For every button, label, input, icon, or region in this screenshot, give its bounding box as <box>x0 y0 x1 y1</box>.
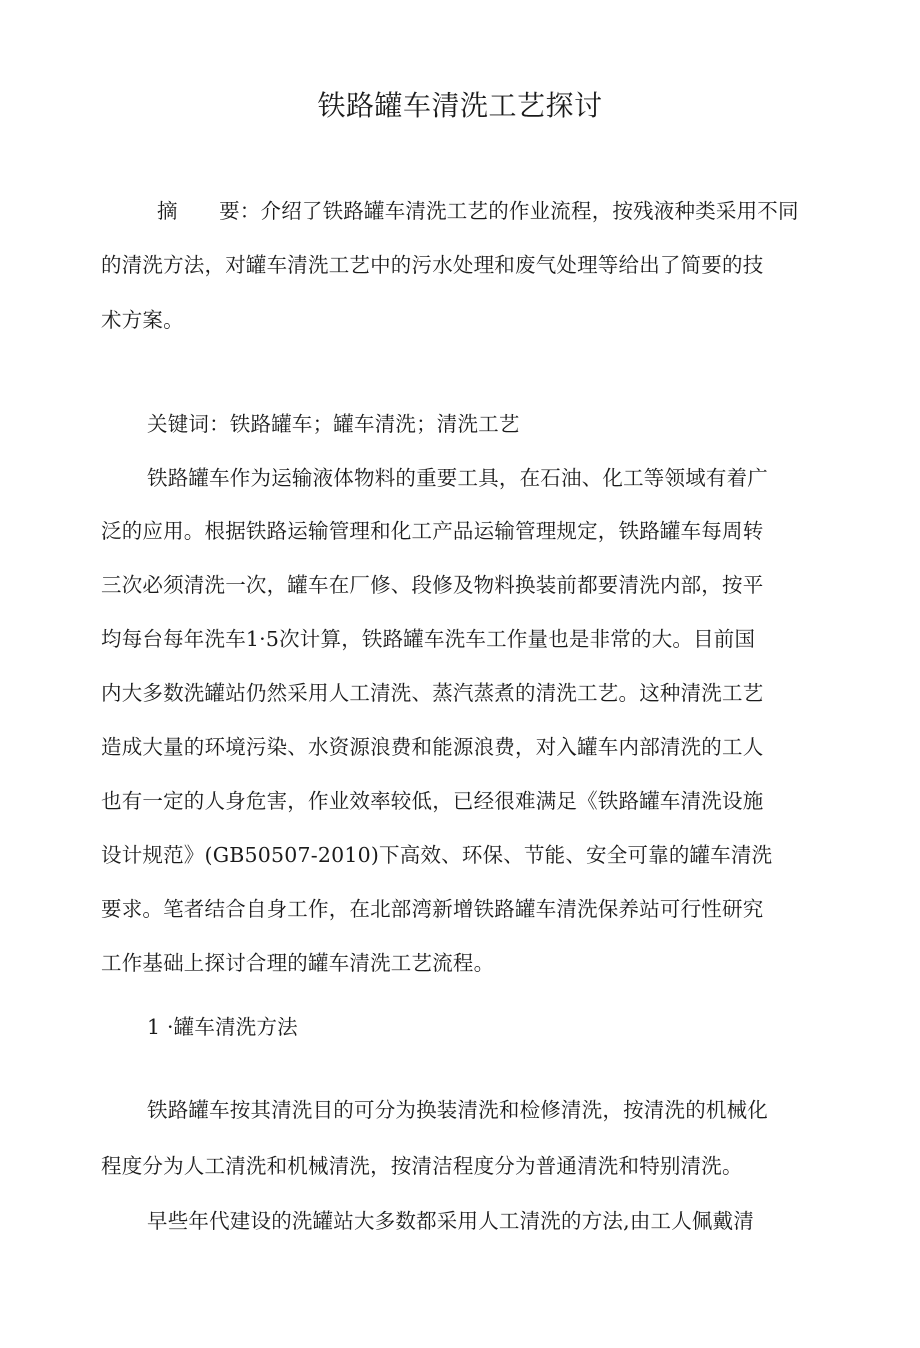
paragraph-line: 早些年代建设的洗罐站大多数都采用人工清洗的方法,由工人佩戴清 <box>147 1209 755 1233</box>
abstract-line: 摘 要：介绍了铁路罐车清洗工艺的作业流程，按残液种类采用不同 <box>157 199 799 223</box>
keywords: 关键词：铁路罐车；罐车清洗；清洗工艺 <box>147 412 520 436</box>
paragraph-line: 内大多数洗罐站仍然采用人工清洗、蒸汽蒸煮的清洗工艺。这种清洗工艺 <box>101 681 764 705</box>
paragraph-line: 工作基础上探讨合理的罐车清洗工艺流程。 <box>101 951 495 975</box>
abstract-line: 的清洗方法，对罐车清洗工艺中的污水处理和废气处理等给出了简要的技 <box>101 253 764 277</box>
paragraph-line: 设计规范》(GB50507-2010)下高效、环保、节能、安全可靠的罐车清洗 <box>101 843 773 867</box>
paragraph-line: 泛的应用。根据铁路运输管理和化工产品运输管理规定，铁路罐车每周转 <box>101 519 764 543</box>
paragraph-line: 造成大量的环境污染、水资源浪费和能源浪费，对入罐车内部清洗的工人 <box>101 735 764 759</box>
section-heading: 1 ·罐车清洗方法 <box>147 1015 298 1039</box>
paragraph-line: 要求。笔者结合自身工作，在北部湾新增铁路罐车清洗保养站可行性研究 <box>101 897 764 921</box>
paragraph-line: 铁路罐车作为运输液体物料的重要工具，在石油、化工等领域有着广 <box>147 466 768 490</box>
paragraph-line: 三次必须清洗一次，罐车在厂修、段修及物料换装前都要清洗内部，按平 <box>101 573 764 597</box>
paragraph-line: 也有一定的人身危害，作业效率较低，已经很难满足《铁路罐车清洗设施 <box>101 789 764 813</box>
paragraph-line: 均每台每年洗车1·5次计算，铁路罐车洗车工作量也是非常的大。目前国 <box>101 627 756 651</box>
paragraph-line: 铁路罐车按其清洗目的可分为换装清洗和检修清洗，按清洗的机械化 <box>147 1098 768 1122</box>
document-title: 铁路罐车清洗工艺探讨 <box>317 89 603 122</box>
paragraph-line: 程度分为人工清洗和机械清洗，按清洁程度分为普通清洗和特别清洗。 <box>101 1154 743 1178</box>
abstract-line: 术方案。 <box>101 308 184 332</box>
